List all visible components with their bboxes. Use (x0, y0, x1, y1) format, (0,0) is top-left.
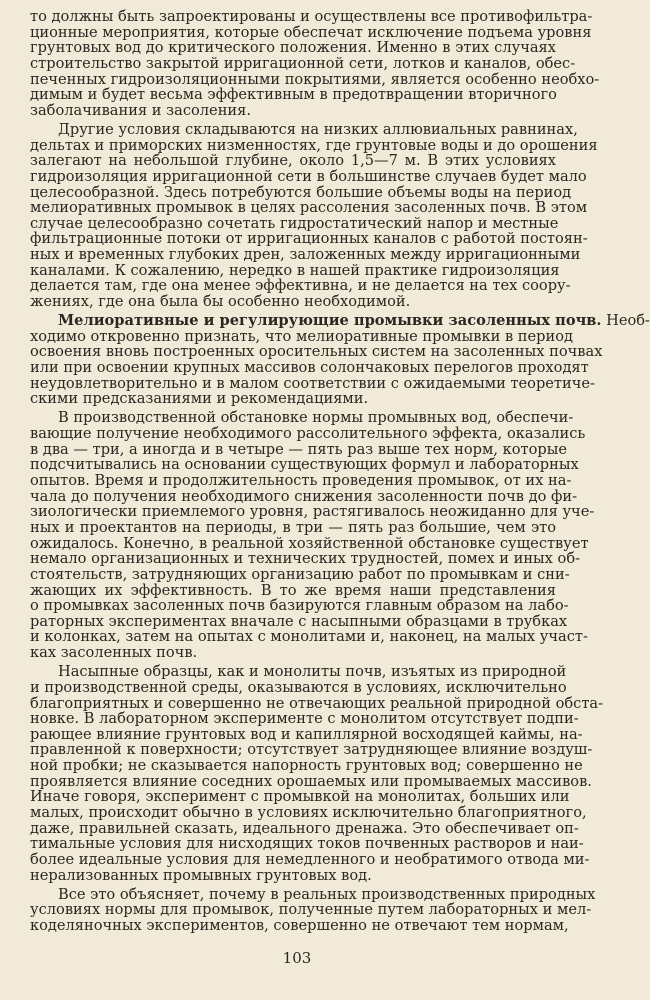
text-line: нерализованных промывных грунтовых вод. (30, 866, 372, 884)
text-line: условиях нормы для промывок, полученные путем лабораторных и мел- (30, 901, 592, 919)
text-line: ходимо откровенно признать, что мелиоративные промывки в период (30, 327, 574, 345)
text-line: жающих их эффективность. В то же время наши представления (30, 581, 556, 599)
text-line: залегают на небольшой глубине, около 1,5—7 м. В этих условиях (30, 152, 556, 170)
text-line: зиологически приемлемого уровня, растягивалось неожиданно для уче- (30, 503, 595, 521)
text-line: раторных экспериментах вначале с насыпными образцами в трубках (30, 612, 568, 630)
text-line: ожидалось. Конечно, в реальной хозяйственной обстановке существует (30, 534, 589, 552)
text-line: или при освоении крупных массивов солончаковых перелогов проходят (30, 359, 589, 377)
text-line: случае целесообразно сочетать гидростатический напор и местные (30, 214, 559, 232)
text-line: печенных гидроизоляционными покрытиями, является особенно необхо- (30, 70, 600, 88)
text-line: тимальные условия для нисходящих токов почвенных растворов и наи- (30, 835, 584, 853)
section-heading-continuation: Необ- (601, 312, 650, 330)
text-line: немало организационных и технических трудностей, помех и иных об- (30, 550, 581, 568)
page-number: 103 (282, 949, 312, 967)
text-line: даже, правильней сказать, идеального дренажа. Это обеспечивает оп- (30, 819, 579, 837)
text-line: Все это объясняет, почему в реальных производственных природных (58, 885, 596, 903)
text-line: делается там, где она менее эффективна, и не делается на тех соору- (30, 277, 571, 295)
text-line: опытов. Время и продолжительность проведения промывок, от их на- (30, 472, 572, 490)
text-line: ных и проектантов на периоды, в три — пять раз большие, чем это (30, 518, 556, 536)
text-line: в два — три, а иногда и в четыре — пять раз выше тех норм, которые (30, 440, 567, 458)
section-heading: Мелиоративные и регулирующие промывки засоленных почв. (58, 312, 602, 330)
text-line: благоприятных и совершенно не отвечающих реальной природной обста- (30, 694, 604, 712)
text-line: целесообразной. Здесь потребуются большие объемы воды на период (30, 183, 572, 201)
text-line: рающее влияние грунтовых вод и капиллярной восходящей каймы, на- (30, 725, 583, 743)
text-line: и колонках, затем на опытах с монолитами и, наконец, на малых участ- (30, 628, 588, 646)
text-line: неудовлетворительно и в малом соответствии с ожидаемыми теоретиче- (30, 374, 595, 392)
text-line: ционные мероприятия, которые обеспечат исключение подъема уровня (30, 23, 592, 41)
text-line: вающие получение необходимого рассолительного эффекта, оказались (30, 425, 586, 443)
text-line: дельтах и приморских низменностях, где грунтовые воды и до орошения (30, 136, 598, 154)
text-line: чала до получения необходимого снижения засоленности почв до фи- (30, 487, 578, 505)
text-line: стоятельств, затрудняющих организацию работ по промывкам и сни- (30, 565, 570, 583)
text-line: заболачивания и засоления. (30, 101, 251, 119)
text-line: то должны быть запроектированы и осуществлены все противофильтра- (30, 8, 593, 25)
text-line: строительство закрытой ирригационной сети, лотков и каналов, обес- (30, 54, 576, 72)
text-line: коделяночных экспериментов, совершенно не отвечают тем нормам, (30, 917, 569, 934)
text-line: мелиоративных промывок в целях рассоления засоленных почв. В этом (30, 199, 588, 217)
text-line: более идеальные условия для немедленного и необратимого отвода ми- (30, 850, 590, 868)
text-line: грунтовых вод до критического положения. Именно в этих случаях (30, 39, 556, 57)
text-line: жениях, где она была бы особенно необходимой. (30, 293, 411, 311)
text-line: димым и будет весьма эффективным в предотвращении вторичного (30, 86, 557, 104)
text-line: ных и временных глубоких дрен, заложенных между ирригационными (30, 246, 581, 264)
text-line: гидроизоляция ирригационной сети в большинстве случаев будет мало (30, 167, 587, 185)
text-line: ной пробки; не сказывается напорность грунтовых вод; совершенно не (30, 757, 583, 775)
text-line: и производственной среды, оказываются в условиях, исключительно (30, 678, 567, 696)
text-line: каналами. К сожалению, нередко в нашей практике гидроизоляция (30, 261, 560, 279)
text-line: правленной к поверхности; отсутствует затрудняющее влияние воздуш- (30, 741, 593, 759)
text-line: новке. В лабораторном эксперименте с монолитом отсутствует подпи- (30, 710, 579, 728)
text-line: ках засоленных почв. (30, 644, 198, 662)
text-line: скими предсказаниями и рекомендациями. (30, 390, 369, 408)
text-line: фильтрационные потоки от ирригационных каналов с работой постоян- (30, 230, 588, 248)
text-line: В производственной обстановке нормы промывных вод, обеспечи- (58, 409, 574, 427)
text-line: о промывках засоленных почв базируются главным образом на лабо- (30, 597, 569, 615)
text-line: Насыпные образцы, как и монолиты почв, изъятых из природной (58, 663, 567, 681)
text-line: малых, происходит обычно в условиях исключительно благоприятного, (30, 804, 587, 822)
text-line: Иначе говоря, эксперимент с промывкой на монолитах, больших или (30, 788, 570, 806)
text-line: проявляется влияние соседних орошаемых или промываемых массивов. (30, 772, 592, 790)
text-line: освоения вновь построенных оросительных систем на засоленных почвах (30, 343, 603, 361)
text-line: подсчитывались на основании существующих формул и лабораторных (30, 456, 579, 474)
text-line: Другие условия складываются на низких аллювиальных равнинах, (58, 120, 578, 138)
